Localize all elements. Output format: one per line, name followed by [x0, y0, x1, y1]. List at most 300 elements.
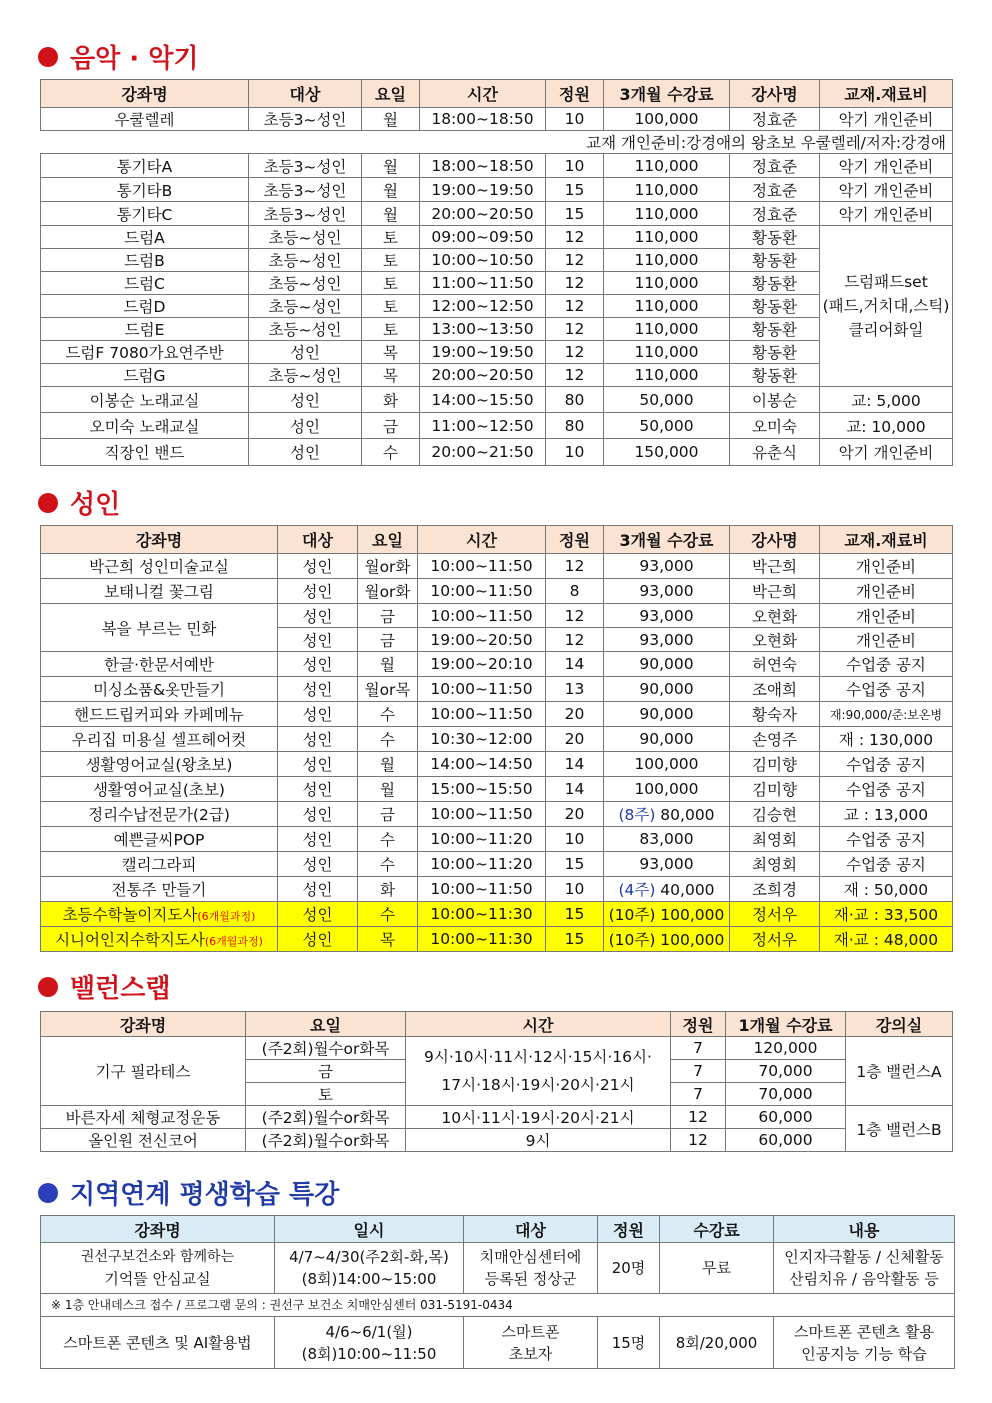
course-name — [41, 927, 278, 952]
section-title-balance: 밸런스랩 — [38, 968, 170, 1005]
table-row — [41, 178, 953, 202]
target — [464, 1243, 598, 1294]
material: 교: 10,000 — [820, 413, 953, 439]
target: 초등~성인 — [249, 272, 362, 295]
course-name-text: 초등수학놀이지도사 — [62, 906, 198, 924]
time: 10:00~11:20 — [418, 852, 546, 877]
teacher: 정서우 — [730, 902, 820, 927]
day: (주2회)월수or화목 — [246, 1129, 406, 1152]
fee — [604, 802, 730, 827]
ukulele-note: 교재 개인준비:강경애의 왕초보 우쿨렐레/저자:강경애 — [41, 131, 953, 154]
target: 성인 — [278, 677, 358, 702]
section-title-adult: 성인 — [38, 484, 120, 521]
time: 20:00~21:50 — [420, 439, 546, 466]
table-header-row — [41, 1012, 953, 1037]
material: 수업중 공지 — [820, 652, 953, 677]
header-cell: 요일 — [362, 80, 420, 108]
course-name: 한글·한문서예반 — [41, 652, 278, 677]
time: 13:00~13:50 — [420, 318, 546, 341]
fee: 110,000 — [604, 341, 730, 364]
day: 월 — [362, 178, 420, 202]
capacity: 12 — [546, 318, 604, 341]
material: 수업중 공지 — [820, 827, 953, 852]
fee: 90,000 — [604, 652, 730, 677]
capacity: 12 — [671, 1129, 726, 1152]
material: 악기 개인준비 — [820, 202, 953, 226]
note-row — [41, 131, 953, 154]
header-cell: 요일 — [358, 526, 418, 554]
day: 월 — [362, 202, 420, 226]
day: 수 — [358, 702, 418, 727]
course-name: 올인원 전신코어 — [41, 1129, 246, 1152]
header-cell: 3개월 수강료 — [604, 526, 730, 554]
fee: 93,000 — [604, 554, 730, 579]
target-line: 등록된 정상군 — [484, 1270, 577, 1288]
day: 화 — [362, 387, 420, 413]
day: 목 — [358, 927, 418, 952]
drum-material-line: (패드,거치대,스틱) — [822, 297, 950, 315]
course-name: 미싱소품&옷만들기 — [41, 677, 278, 702]
fee: 110,000 — [604, 154, 730, 178]
day: 금 — [362, 413, 420, 439]
table-row — [41, 852, 953, 877]
capacity: 20 — [546, 727, 604, 752]
teacher: 황동환 — [730, 364, 820, 387]
table-row — [41, 341, 953, 364]
time: 14:00~14:50 — [418, 752, 546, 777]
table-row — [41, 1129, 953, 1152]
time: 15:00~15:50 — [418, 777, 546, 802]
fee: 110,000 — [604, 249, 730, 272]
table-row — [41, 226, 953, 249]
target-line: 치매안심센터에 — [479, 1248, 582, 1266]
schedule — [275, 1317, 464, 1369]
time: 10:00~11:30 — [418, 902, 546, 927]
target: 성인 — [278, 877, 358, 902]
day: 수 — [358, 827, 418, 852]
course-duration: (6개월과정) — [204, 935, 263, 948]
fee: 70,000 — [726, 1060, 846, 1083]
target: 초등~성인 — [249, 318, 362, 341]
target-line: 초보자 — [508, 1344, 553, 1363]
course-name: 드럼A — [41, 226, 249, 249]
course-name: 보태니컬 꽃그림 — [41, 579, 278, 604]
course-name: 바른자세 체형교정운동 — [41, 1106, 246, 1129]
fee: 60,000 — [726, 1129, 846, 1152]
day: 금 — [358, 604, 418, 628]
material: 교: 5,000 — [820, 387, 953, 413]
fee: 93,000 — [604, 604, 730, 628]
teacher: 정효준 — [730, 178, 820, 202]
fee: 83,000 — [604, 827, 730, 852]
course-name-text: 시니어인지수학지도사 — [55, 931, 205, 949]
capacity: 12 — [546, 604, 604, 628]
capacity: 15명 — [598, 1317, 660, 1369]
teacher: 황동환 — [730, 272, 820, 295]
material: 수업중 공지 — [820, 677, 953, 702]
inquiry-note: ※ 1층 안내데스크 접수 / 프로그램 문의 : 권선구 보건소 치매안심센터 031-5191-0434 — [41, 1294, 955, 1317]
room: 1층 밸런스A — [846, 1037, 953, 1106]
table-row-highlighted — [41, 902, 953, 927]
music-table — [40, 79, 953, 466]
teacher: 황동환 — [730, 318, 820, 341]
material: 교 : 13,000 — [820, 802, 953, 827]
capacity: 10 — [546, 154, 604, 178]
capacity: 13 — [546, 677, 604, 702]
schedule-line: (8회)14:00~15:00 — [301, 1270, 437, 1288]
capacity: 14 — [546, 652, 604, 677]
material: 수업중 공지 — [820, 752, 953, 777]
content — [774, 1317, 955, 1369]
table-header-row — [41, 80, 953, 108]
bullet-dot-icon — [38, 977, 58, 997]
course-name: 드럼F 7080가요연주반 — [41, 341, 249, 364]
course-name: 통기타A — [41, 154, 249, 178]
header-cell: 강사명 — [730, 526, 820, 554]
course-name — [41, 1243, 275, 1294]
capacity: 12 — [546, 628, 604, 652]
header-cell: 시간 — [418, 526, 546, 554]
fee: 110,000 — [604, 202, 730, 226]
day: 월 — [362, 154, 420, 178]
target: 성인 — [278, 927, 358, 952]
table-row — [41, 652, 953, 677]
header-cell: 교재.재료비 — [820, 526, 953, 554]
capacity: 10 — [546, 827, 604, 852]
table-header-row — [41, 526, 953, 554]
course-name: 핸드드립커피와 카페메뉴 — [41, 702, 278, 727]
course-name: 예쁜글씨POP — [41, 827, 278, 852]
content-line: 스마트폰 콘텐츠 활용 — [794, 1322, 934, 1341]
fee: (10주) 100,000 — [604, 902, 730, 927]
time: 19:00~19:50 — [420, 178, 546, 202]
capacity: 15 — [546, 852, 604, 877]
header-cell: 강좌명 — [41, 1216, 275, 1243]
fee: 120,000 — [726, 1037, 846, 1060]
fee-amount: 40,000 — [655, 881, 715, 899]
header-cell: 정원 — [546, 526, 604, 554]
table-row — [41, 202, 953, 226]
target: 초등~성인 — [249, 364, 362, 387]
target-line: 스마트폰 — [501, 1322, 560, 1341]
course-name-line: 기억뜰 안심교실 — [104, 1270, 211, 1288]
teacher: 오현화 — [730, 604, 820, 628]
table-row — [41, 272, 953, 295]
teacher: 김미향 — [730, 752, 820, 777]
capacity: 80 — [546, 387, 604, 413]
target: 성인 — [278, 777, 358, 802]
section-title-music: 음악 · 악기 — [38, 38, 198, 75]
time: 10:00~11:50 — [418, 702, 546, 727]
time: 10:00~10:50 — [420, 249, 546, 272]
fee: 90,000 — [604, 702, 730, 727]
fee: 110,000 — [604, 295, 730, 318]
day: 목 — [362, 364, 420, 387]
teacher: 황동환 — [730, 249, 820, 272]
header-cell: 3개월 수강료 — [604, 80, 730, 108]
material: 개인준비 — [820, 628, 953, 652]
table-row — [41, 604, 953, 628]
fee: 100,000 — [604, 108, 730, 131]
course-duration: (6개월과정) — [197, 910, 256, 923]
time-line: 17시·18시·19시·20시·21시 — [441, 1076, 635, 1094]
room: 1층 밸런스B — [846, 1106, 953, 1152]
target: 초등3~성인 — [249, 202, 362, 226]
capacity: 12 — [671, 1106, 726, 1129]
day: 월 — [362, 108, 420, 131]
time: 10:00~11:50 — [418, 604, 546, 628]
table-row — [41, 777, 953, 802]
content — [774, 1243, 955, 1294]
fee-amount: 80,000 — [655, 806, 715, 824]
fee: 90,000 — [604, 727, 730, 752]
header-cell: 강사명 — [730, 80, 820, 108]
time: 19:00~20:10 — [418, 652, 546, 677]
teacher: 오미숙 — [730, 413, 820, 439]
fee: 70,000 — [726, 1083, 846, 1106]
course-name: 드럼C — [41, 272, 249, 295]
fee: 50,000 — [604, 413, 730, 439]
teacher: 황동환 — [730, 341, 820, 364]
table-row — [41, 387, 953, 413]
drum-material — [820, 226, 953, 387]
capacity: 8 — [546, 579, 604, 604]
day: 토 — [362, 226, 420, 249]
day: 월or화 — [358, 554, 418, 579]
target: 성인 — [278, 827, 358, 852]
time: 12:00~12:50 — [420, 295, 546, 318]
target: 성인 — [278, 652, 358, 677]
table-header-row — [41, 1216, 955, 1243]
table-row — [41, 877, 953, 902]
table-row — [41, 827, 953, 852]
course-name: 복을 부르는 민화 — [41, 604, 278, 652]
local-table — [40, 1215, 955, 1369]
time: 9시 — [406, 1129, 671, 1152]
capacity: 20 — [546, 702, 604, 727]
target: 초등3~성인 — [249, 178, 362, 202]
time: 20:00~20:50 — [420, 202, 546, 226]
day: (주2회)월수or화목 — [246, 1106, 406, 1129]
header-cell: 대상 — [278, 526, 358, 554]
table-row — [41, 802, 953, 827]
time: 18:00~18:50 — [420, 154, 546, 178]
table-row — [41, 554, 953, 579]
teacher: 오현화 — [730, 628, 820, 652]
course-name — [41, 902, 278, 927]
target: 성인 — [278, 628, 358, 652]
course-name: 이봉순 노래교실 — [41, 387, 249, 413]
target: 성인 — [249, 387, 362, 413]
time: 10:30~12:00 — [418, 727, 546, 752]
teacher: 최영회 — [730, 827, 820, 852]
fee: 110,000 — [604, 364, 730, 387]
header-cell: 정원 — [671, 1012, 726, 1037]
capacity: 12 — [546, 295, 604, 318]
time: 10:00~11:50 — [418, 579, 546, 604]
material: 재·교 : 48,000 — [820, 927, 953, 952]
fee-weeks: (8주) — [618, 806, 656, 824]
drum-material-line: 드럼패드set — [844, 273, 928, 291]
table-row — [41, 1243, 955, 1294]
time: 11:00~11:50 — [420, 272, 546, 295]
schedule-line: (8회)10:00~11:50 — [301, 1344, 437, 1363]
course-name: 박근희 성인미술교실 — [41, 554, 278, 579]
table-row — [41, 1037, 953, 1060]
table-row — [41, 752, 953, 777]
fee-weeks: (4주) — [618, 881, 656, 899]
teacher: 김승현 — [730, 802, 820, 827]
capacity: 12 — [546, 341, 604, 364]
day: 목 — [362, 341, 420, 364]
table-row — [41, 439, 953, 466]
course-name: 우쿨렐레 — [41, 108, 249, 131]
bullet-dot-icon — [38, 493, 58, 513]
teacher: 유춘식 — [730, 439, 820, 466]
capacity: 12 — [546, 272, 604, 295]
header-cell: 시간 — [406, 1012, 671, 1037]
day: 토 — [362, 249, 420, 272]
bullet-dot-icon — [38, 1183, 58, 1203]
header-cell: 일시 — [275, 1216, 464, 1243]
table-row — [41, 579, 953, 604]
teacher: 황동환 — [730, 295, 820, 318]
header-cell: 정원 — [546, 80, 604, 108]
header-cell: 요일 — [246, 1012, 406, 1037]
capacity: 10 — [546, 877, 604, 902]
table-row — [41, 677, 953, 702]
time: 10:00~11:20 — [418, 827, 546, 852]
capacity: 7 — [671, 1083, 726, 1106]
table-row — [41, 1106, 953, 1129]
teacher: 정효준 — [730, 108, 820, 131]
time: 10:00~11:50 — [418, 677, 546, 702]
header-cell: 강좌명 — [41, 526, 278, 554]
teacher: 황동환 — [730, 226, 820, 249]
material: 재:90,000/준:보온병 — [820, 702, 953, 727]
time: 10시·11시·19시·20시·21시 — [406, 1106, 671, 1129]
target: 초등3~성인 — [249, 108, 362, 131]
time: 14:00~15:50 — [420, 387, 546, 413]
capacity: 15 — [546, 927, 604, 952]
target: 성인 — [278, 554, 358, 579]
time — [406, 1037, 671, 1106]
target: 성인 — [249, 439, 362, 466]
course-name: 드럼B — [41, 249, 249, 272]
fee: 110,000 — [604, 272, 730, 295]
time: 19:00~20:50 — [418, 628, 546, 652]
material: 수업중 공지 — [820, 777, 953, 802]
course-name: 드럼E — [41, 318, 249, 341]
course-name: 직장인 밴드 — [41, 439, 249, 466]
target: 성인 — [278, 802, 358, 827]
course-name: 기구 필라테스 — [41, 1037, 246, 1106]
target: 초등3~성인 — [249, 154, 362, 178]
capacity: 12 — [546, 249, 604, 272]
day: 월 — [358, 777, 418, 802]
target: 초등~성인 — [249, 226, 362, 249]
capacity: 10 — [546, 439, 604, 466]
fee: 90,000 — [604, 677, 730, 702]
capacity: 14 — [546, 752, 604, 777]
capacity: 7 — [671, 1060, 726, 1083]
table-row — [41, 154, 953, 178]
header-cell: 정원 — [598, 1216, 660, 1243]
material: 개인준비 — [820, 579, 953, 604]
course-name: 전통주 만들기 — [41, 877, 278, 902]
fee: 60,000 — [726, 1106, 846, 1129]
course-name: 드럼D — [41, 295, 249, 318]
target: 초등~성인 — [249, 249, 362, 272]
day: 토 — [362, 272, 420, 295]
course-name: 통기타C — [41, 202, 249, 226]
material: 재 : 50,000 — [820, 877, 953, 902]
material: 재 : 130,000 — [820, 727, 953, 752]
time: 20:00~20:50 — [420, 364, 546, 387]
day: 수 — [358, 852, 418, 877]
header-cell: 대상 — [249, 80, 362, 108]
target: 성인 — [278, 579, 358, 604]
content-line: 산림치유 / 음악활동 등 — [789, 1270, 939, 1288]
time-line: 9시·10시·11시·12시·15시·16시· — [424, 1048, 652, 1066]
material: 악기 개인준비 — [820, 154, 953, 178]
content-line: 인지자극활동 / 신체활동 — [784, 1248, 944, 1266]
teacher: 조희경 — [730, 877, 820, 902]
material: 개인준비 — [820, 604, 953, 628]
teacher: 황숙자 — [730, 702, 820, 727]
time: 10:00~11:50 — [418, 802, 546, 827]
fee: 100,000 — [604, 777, 730, 802]
course-name: 생활영어교실(왕초보) — [41, 752, 278, 777]
teacher: 조애희 — [730, 677, 820, 702]
day: 토 — [362, 318, 420, 341]
target: 성인 — [278, 752, 358, 777]
note-row — [41, 1294, 955, 1317]
section-title-local: 지역연계 평생학습 특강 — [38, 1174, 339, 1211]
table-row — [41, 727, 953, 752]
capacity: 15 — [546, 202, 604, 226]
teacher: 허연숙 — [730, 652, 820, 677]
day: 화 — [358, 877, 418, 902]
day: 금 — [246, 1060, 406, 1083]
schedule-line: 4/6~6/1(월) — [325, 1322, 413, 1341]
capacity: 12 — [546, 226, 604, 249]
capacity: 12 — [546, 364, 604, 387]
time: 19:00~19:50 — [420, 341, 546, 364]
header-cell: 강좌명 — [41, 1012, 246, 1037]
course-name: 생활영어교실(초보) — [41, 777, 278, 802]
table-row-highlighted — [41, 927, 953, 952]
time: 09:00~09:50 — [420, 226, 546, 249]
day: 수 — [358, 902, 418, 927]
teacher: 최영회 — [730, 852, 820, 877]
day: 월 — [358, 752, 418, 777]
teacher: 정효준 — [730, 202, 820, 226]
material: 개인준비 — [820, 554, 953, 579]
header-cell: 강의실 — [846, 1012, 953, 1037]
fee — [604, 877, 730, 902]
course-name: 스마트폰 콘텐츠 및 AI활용법 — [41, 1317, 275, 1369]
fee: 100,000 — [604, 752, 730, 777]
capacity: 20 — [546, 802, 604, 827]
time: 10:00~11:50 — [418, 877, 546, 902]
day: (주2회)월수or화목 — [246, 1037, 406, 1060]
bullet-dot-icon — [38, 47, 58, 67]
capacity: 10 — [546, 108, 604, 131]
day: 월or목 — [358, 677, 418, 702]
target: 성인 — [278, 727, 358, 752]
fee: 110,000 — [604, 226, 730, 249]
